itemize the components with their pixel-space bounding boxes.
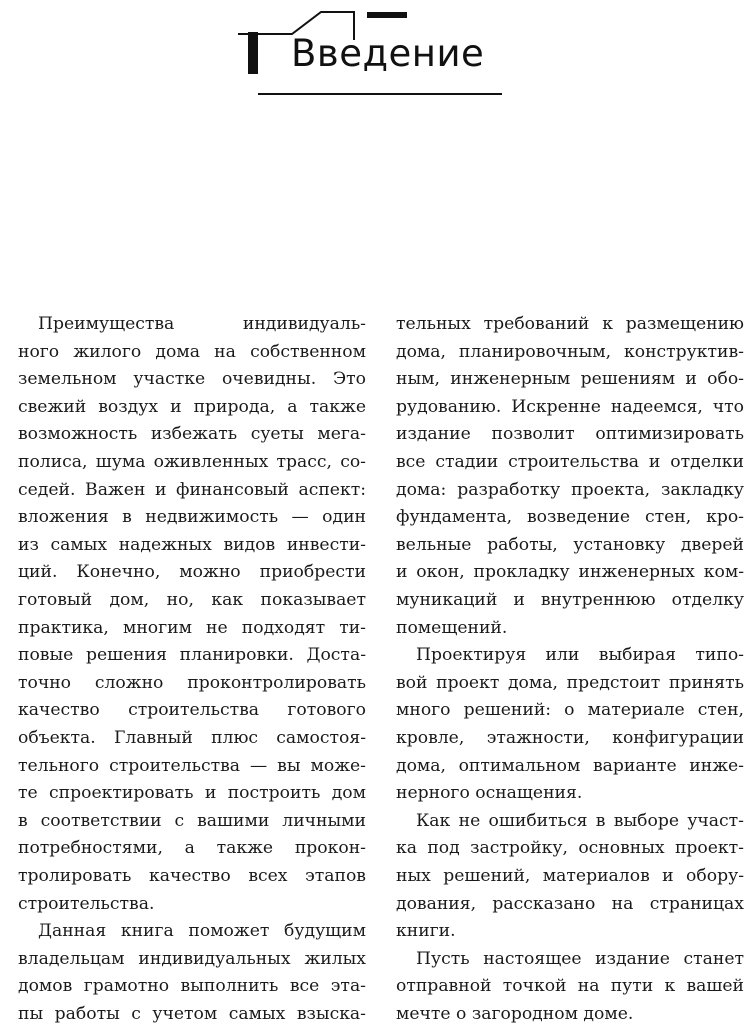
text-line: седей. Важен и финансовый аспект: — [18, 479, 366, 500]
text-line: ка под застройку, основных проект- — [396, 838, 744, 859]
text-line: потребностями, а также прокон- — [18, 838, 366, 859]
text-line: практика, многим не подходят ти- — [18, 617, 366, 638]
text-line: вой проект дома, предстоит принять — [396, 672, 744, 693]
text-line: дома, планировочным, конструктив- — [396, 341, 744, 362]
text-line: много решений: о материале стен, — [396, 700, 744, 721]
text-line: строительства. — [18, 893, 155, 914]
text-line: книги. — [396, 921, 456, 942]
text-line: свежий воздух и природа, а также — [18, 396, 366, 417]
text-line: издание позволит оптимизировать — [396, 424, 744, 445]
text-line: полиса, шума оживленных трасс, со- — [18, 452, 366, 472]
text-line: фундамента, возведение стен, кро- — [396, 507, 744, 528]
text-line: ций. Конечно, можно приобрести — [18, 562, 366, 583]
text-line: Пусть настоящее издание станет — [416, 948, 744, 969]
text-line: ного жилого дома на собственном — [18, 341, 366, 362]
text-line: готовый дом, но, как показывает — [18, 590, 366, 610]
text-line: повые решения планировки. Доста- — [18, 645, 366, 666]
text-line: домов грамотно выполнить все эта- — [18, 976, 366, 997]
text-line: дома: разработку проекта, закладку — [396, 479, 744, 500]
text-line: отправной точкой на пути к вашей — [396, 976, 744, 997]
text-line: Как не ошибиться в выборе участ- — [416, 810, 744, 831]
text-line: вложения в недвижимость — один — [18, 507, 366, 528]
text-line: ных решений, материалов и обору- — [396, 866, 744, 886]
text-line: тельных требований к размещению — [396, 314, 744, 334]
text-line: нерного оснащения. — [396, 783, 583, 804]
text-line: вельные работы, установку дверей — [396, 534, 744, 555]
page-title: Введение — [291, 32, 485, 75]
text-line: все стадии строительства и отделки — [396, 452, 744, 472]
text-line: и окон, прокладку инженерных ком- — [396, 562, 744, 583]
text-line: мечте о загородном доме. — [396, 1004, 634, 1024]
text-line: рудованию. Искренне надеемся, что — [396, 396, 744, 417]
text-line: тролировать качество всех этапов — [18, 866, 366, 886]
text-line: Проектируя или выбирая типо- — [416, 645, 744, 666]
text-line: качество строительства готового — [18, 700, 366, 721]
text-line: Преимущества индивидуаль- — [38, 314, 366, 334]
text-line: ным, инженерным решениям и обо- — [396, 369, 744, 390]
text-line: пы работы с учетом самых взыска- — [18, 1004, 366, 1024]
text-line: тельного строительства — вы може- — [18, 755, 366, 776]
text-line: дования, рассказано на страницах — [396, 893, 744, 914]
text-line: из самых надежных видов инвести- — [18, 534, 366, 555]
text-line: возможность избежать суеты мега- — [18, 424, 366, 445]
text-line: помещений. — [396, 617, 508, 638]
text-line: Данная книга поможет будущим — [38, 921, 366, 942]
text-line: объекта. Главный плюс самостоя- — [18, 728, 366, 748]
text-line: муникаций и внутреннюю отделку — [396, 590, 744, 610]
text-line: точно сложно проконтролировать — [18, 672, 366, 693]
text-line: кровле, этажности, конфигурации — [396, 728, 744, 748]
text-line: владельцам индивидуальных жилых — [18, 948, 366, 969]
text-line: дома, оптимальном варианте инже- — [396, 755, 744, 776]
text-line: те спроектировать и построить дом — [18, 783, 366, 804]
text-line: в соответствии с вашими личными — [18, 810, 366, 831]
text-line: земельном участке очевидны. Это — [18, 369, 366, 390]
